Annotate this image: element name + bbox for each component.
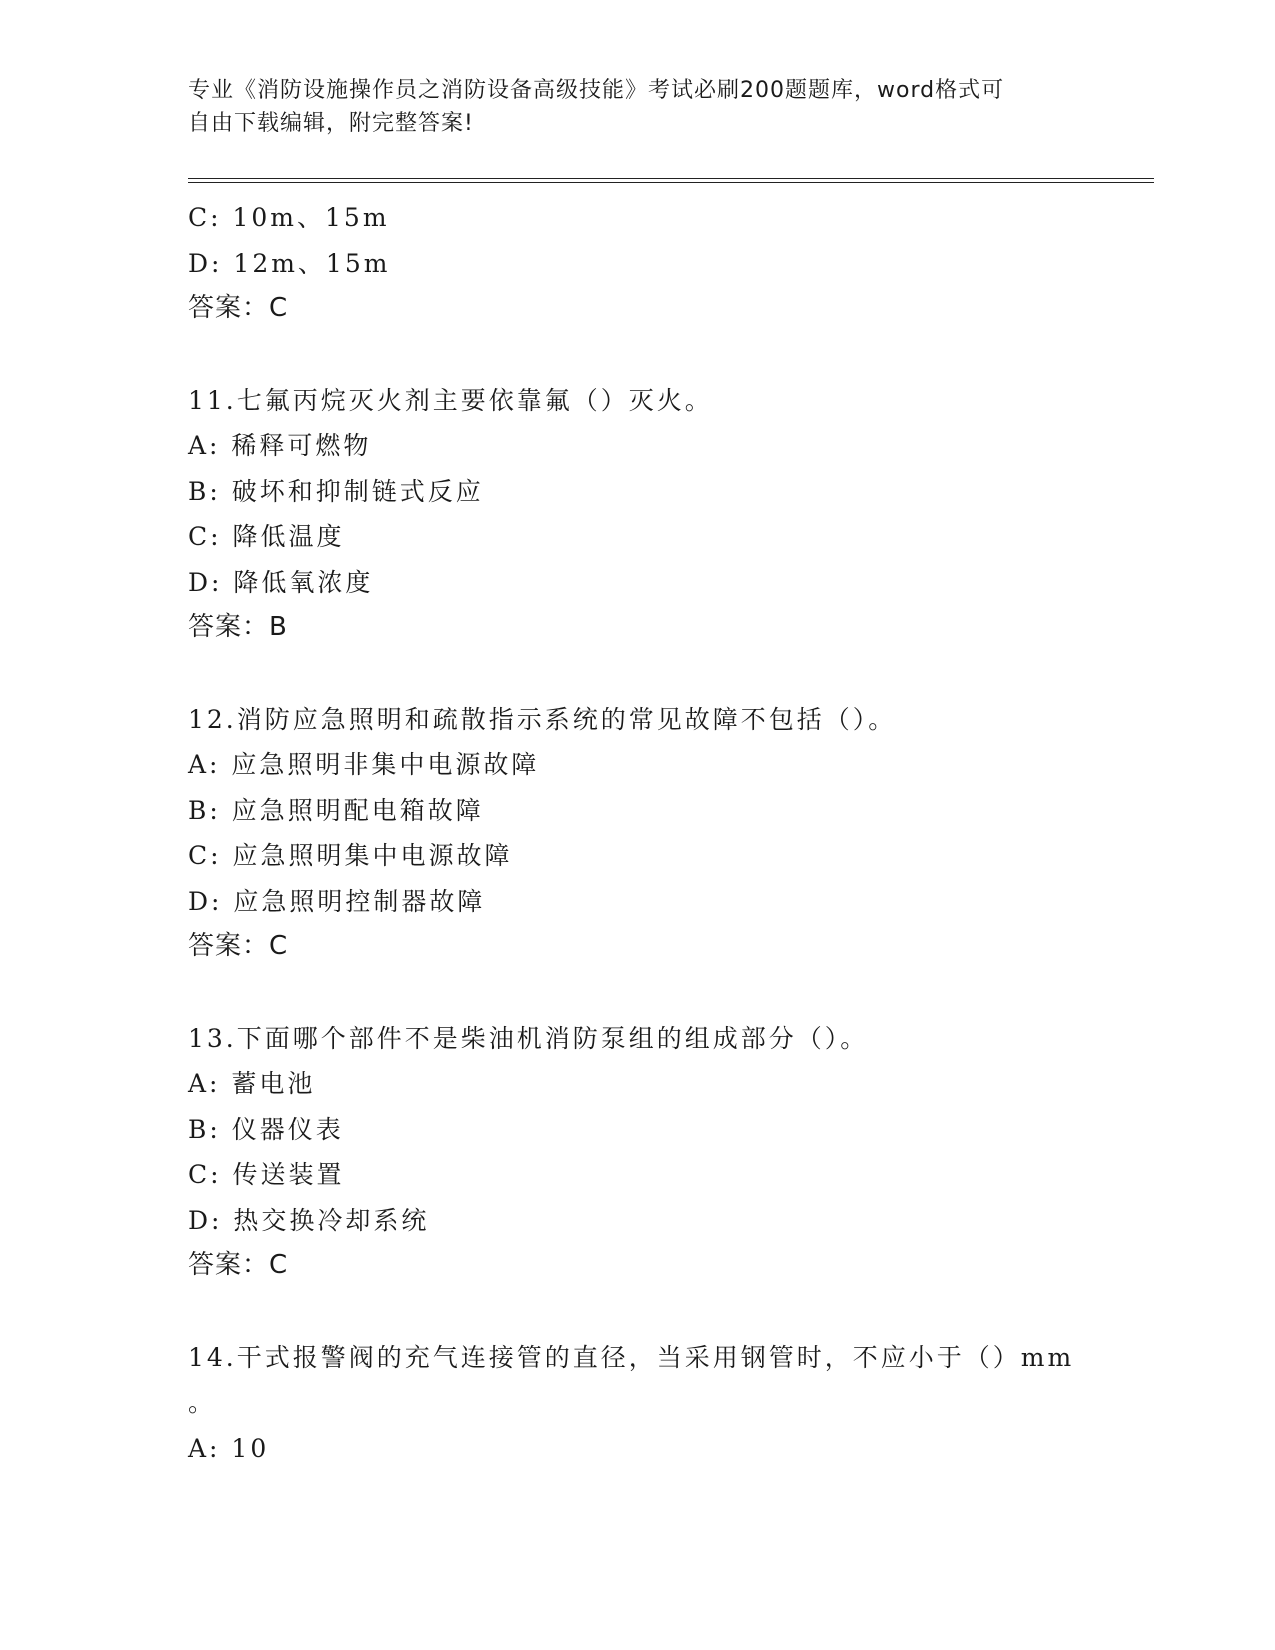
option-c: C: 应急照明集中电源故障 (188, 841, 513, 870)
option-d: D: 降低氧浓度 (188, 567, 374, 597)
spacer (188, 970, 1138, 1016)
question-block-10 (188, 195, 1138, 332)
answer-line: 答案：C (188, 1250, 289, 1280)
spacer (188, 651, 1138, 697)
option-b: B: 应急照明配电箱故障 (188, 795, 484, 825)
question-list (188, 195, 1138, 1471)
option-c: C: 降低温度 (188, 522, 345, 551)
question-stem-continuation: 。 (188, 1388, 217, 1417)
option-b: B: 破坏和抑制链式反应 (188, 476, 484, 506)
option-a: A: 蓄电池 (188, 1069, 316, 1098)
question-stem: 14.干式报警阀的充气连接管的直径，当采用钢管时，不应小于（）mm (188, 1342, 1075, 1372)
question-stem: 11.七氟丙烷灭火剂主要依靠氟（）灭火。 (188, 385, 713, 415)
answer-line: 答案：C (188, 931, 289, 961)
answer-line: 答案：B (188, 612, 288, 642)
option-a: A: 应急照明非集中电源故障 (188, 750, 540, 779)
answer-line: 答案：C (188, 293, 289, 323)
header-line-2: 自由下载编辑，附完整答案! (188, 111, 474, 136)
question-block-13 (188, 1016, 1138, 1289)
question-block-14 (188, 1335, 1138, 1472)
document-header (188, 74, 1088, 140)
option-c: C: 传送装置 (188, 1160, 345, 1189)
question-stem: 12.消防应急照明和疏散指示系统的常见故障不包括（）。 (188, 704, 897, 734)
header-line-1: 专业《消防设施操作员之消防设备高级技能》考试必刷200题题库，word格式可 (188, 78, 1005, 103)
question-block-12 (188, 697, 1138, 970)
option-a: A: 稀释可燃物 (188, 431, 372, 460)
option-d: D: 热交换冷却系统 (188, 1205, 430, 1235)
question-block-11 (188, 378, 1138, 651)
header-divider (188, 178, 1154, 183)
option-d: D: 12m、15m (188, 248, 391, 278)
option-c: C: 10m、15m (188, 203, 390, 232)
spacer (188, 332, 1138, 378)
option-a: A: 10 (188, 1433, 270, 1463)
option-d: D: 应急照明控制器故障 (188, 886, 486, 916)
spacer (188, 1289, 1138, 1335)
question-stem: 13.下面哪个部件不是柴油机消防泵组的组成部分（）。 (188, 1023, 869, 1053)
option-b: B: 仪器仪表 (188, 1114, 344, 1144)
